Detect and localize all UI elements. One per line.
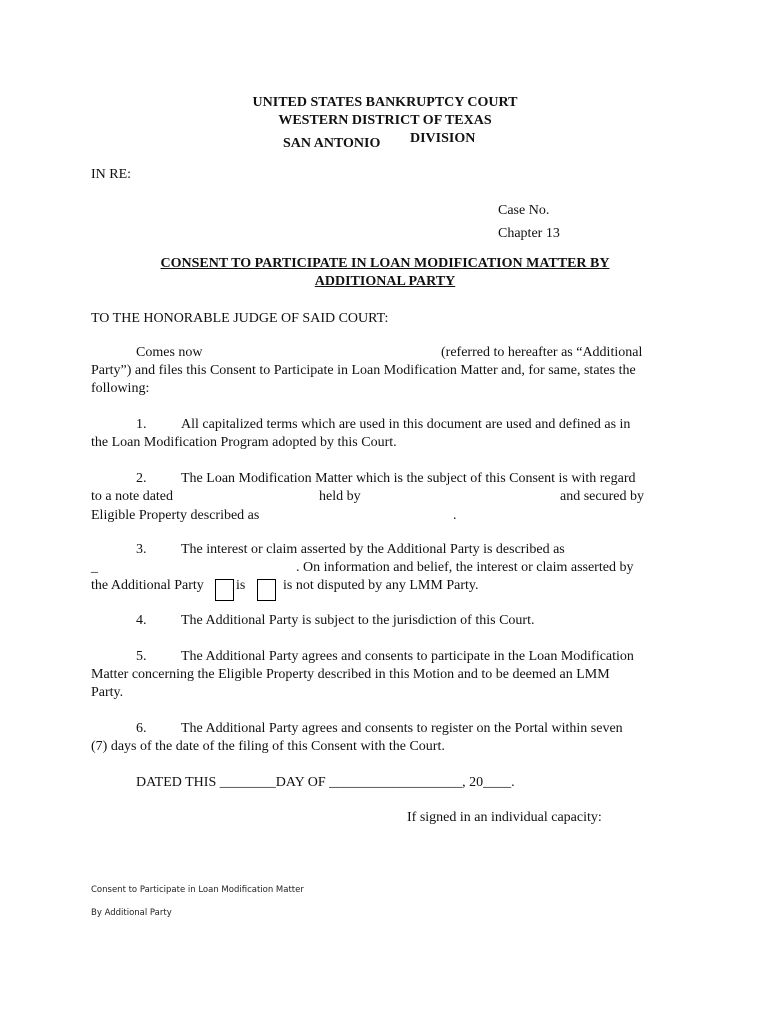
para5-line2: Matter concerning the Eligible Property described in this Motion and to be deemed an LMM [91, 667, 610, 682]
para1-line2: the Loan Modification Program adopted by this Court. [91, 435, 397, 450]
additional-party-text: the Additional Party [91, 578, 204, 593]
para1-line1: All capitalized terms which are used in this document are used and defined as in [181, 417, 631, 432]
is-not-disputed-checkbox[interactable] [257, 579, 276, 601]
is-label: is [236, 578, 246, 593]
para5-number: 5. [136, 649, 147, 664]
note-dated-label: to a note dated [91, 489, 174, 504]
district-name: WESTERN DISTRICT OF TEXAS [278, 113, 492, 128]
para3-number: 3. [136, 542, 147, 557]
para6-line1: The Additional Party agrees and consents to register on the Portal within seven [181, 721, 623, 736]
held-by-label: held by [319, 489, 361, 504]
eligible-property-label: Eligible Property described as [91, 508, 260, 523]
division-label: DIVISION [410, 131, 476, 146]
para1-number: 1. [136, 417, 147, 432]
para6-number: 6. [136, 721, 147, 736]
para4-number: 4. [136, 613, 147, 628]
para5-line1: The Additional Party agrees and consents to participate in the Loan Modification [181, 649, 634, 664]
para3-line1: The interest or claim asserted by the Additional Party is described as [181, 542, 565, 557]
division-city: SAN ANTONIO [283, 136, 381, 151]
para6-line2: (7) days of the date of the filing of this Consent with the Court. [91, 739, 445, 754]
document-title-line2: ADDITIONAL PARTY [314, 274, 456, 289]
para4-line1: The Additional Party is subject to the jurisdiction of this Court. [181, 613, 535, 628]
document-title-line1: CONSENT TO PARTICIPATE IN LOAN MODIFICATION MATTER BY [160, 256, 610, 271]
secured-by-label: and secured by [560, 489, 644, 504]
footer-line1: Consent to Participate in Loan Modification Matter [91, 885, 304, 895]
para5-line3: Party. [91, 685, 124, 700]
chapter-label: Chapter 13 [498, 226, 560, 241]
case-number-label: Case No. [498, 203, 550, 218]
salutation: TO THE HONORABLE JUDGE OF SAID COURT: [91, 311, 389, 326]
signed-individual-label: If signed in an individual capacity: [407, 810, 602, 825]
info-belief-text: . On information and belief, the interest or claim asserted by [296, 560, 634, 575]
intro-line2: Party”) and files this Consent to Participate in Loan Modification Matter and, for same, states the [91, 363, 636, 378]
court-name: UNITED STATES BANKRUPTCY COURT [252, 95, 518, 110]
eligible-property-period: . [453, 508, 457, 523]
para3-underscore: _ [91, 560, 98, 575]
referred-text: (referred to hereafter as “Additional [441, 345, 643, 360]
comes-now-text: Comes now [136, 345, 203, 360]
footer-line2: By Additional Party [91, 908, 172, 918]
in-re-label: IN RE: [91, 167, 132, 182]
para2-line1: The Loan Modification Matter which is the subject of this Consent is with regard [181, 471, 636, 486]
dated-line: DATED THIS ________DAY OF ___________________, 20____. [136, 775, 515, 790]
is-disputed-checkbox[interactable] [215, 579, 234, 601]
not-disputed-text: is not disputed by any LMM Party. [283, 578, 479, 593]
para2-number: 2. [136, 471, 147, 486]
intro-line3: following: [91, 381, 150, 396]
